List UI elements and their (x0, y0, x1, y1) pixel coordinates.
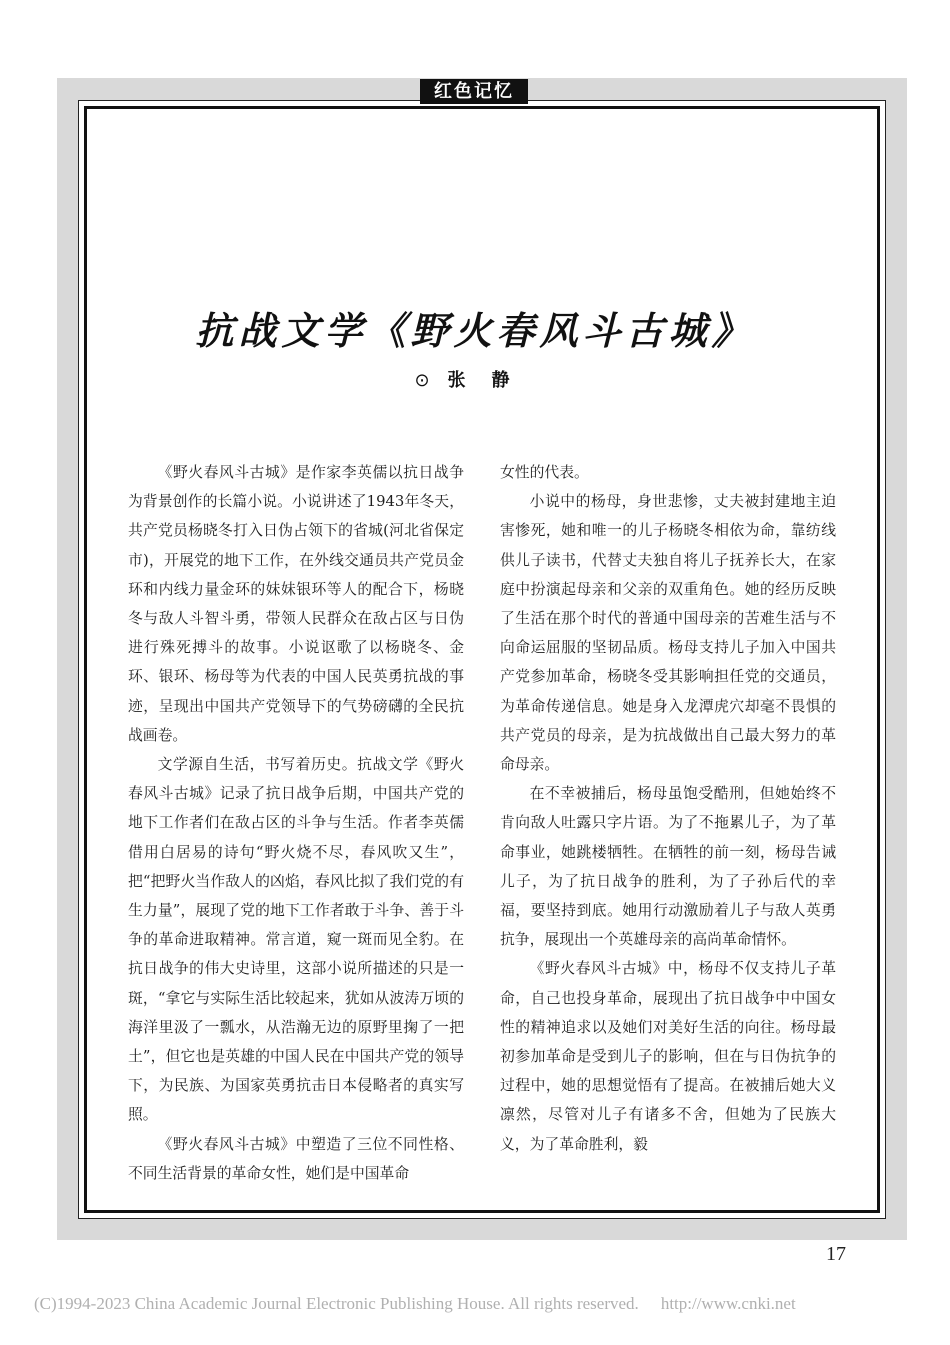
paragraph: 《野火春风斗古城》中，杨母不仅支持儿子革命，自己也投身革命，展现出了抗日战争中中国女性的精神追求以及她们对美好生活的向往。杨母最初参加革命是受到儿子的影响，但在与日伪抗争的过程中，她的思想觉悟有了提高。在被捕后她大义凛然，尽管对儿子有诸多不舍，但她为了民族大义，为了革命胜利，毅 (500, 960, 836, 1153)
copyright-text: (C)1994-2023 China Academic Journal Electronic Publishing House. All rights reserved. (34, 1294, 639, 1313)
page-number: 17 (826, 1243, 846, 1265)
paragraph: 在不幸被捕后，杨母虽饱受酷刑，但她始终不肯向敌人吐露只字片语。为了不拖累儿子，为了革命事业，她跳楼牺牲。在牺牲的前一刻，杨母告诫儿子，为了抗日战争的胜利，为了子孙后代的幸福，要坚持到底。她用行动激励着儿子与敌人英勇抗争，展现出一个英雄母亲的高尚革命情怀。 (500, 785, 836, 949)
paragraph: 《野火春风斗古城》是作家李英儒以抗日战争为背景创作的长篇小说。小说讲述了1943年冬天，共产党员杨晓冬打入日伪占领下的省城(河北省保定市)，开展党的地下工作，在外线交通员共产党员金环和内线力量金环的妹妹银环等人的配合下，杨晓冬与敌人斗智斗勇，带领人民群众在敌占区与日伪进行殊死搏斗的故事。小说讴歌了以杨晓冬、金环、银环、杨母等为代表的中国人民英勇抗战的事迹，呈现出中国共产党领导下的气势磅礴的全民抗战画卷。 (128, 464, 464, 744)
paragraph: 小说中的杨母，身世悲惨，丈夫被封建地主迫害惨死，她和唯一的儿子杨晓冬相依为命，靠纺线供儿子读书，代替丈夫独自将儿子抚养长大，在家庭中扮演起母亲和父亲的双重角色。她的经历反映了生活在那个时代的普通中国母亲的苦难生活与不向命运屈服的坚韧品质。杨母支持儿子加入中国共产党参加革命，杨晓冬受其影响担任党的交通员，为革命传递信息。她是身入龙潭虎穴却毫不畏惧的共产党员的母亲，是为抗战做出自己最大努力的革命母亲。 (500, 493, 836, 774)
article-title: 抗战文学《野火春风斗古城》 (195, 308, 755, 353)
paragraph: 《野火春风斗古城》中塑造了三位不同性格、不同生活背景的革命女性，她们是中国革命 (128, 1135, 464, 1182)
byline-mark-icon: ⊙ (414, 370, 430, 391)
paragraph: 文学源自生活，书写着历史。抗战文学《野火春风斗古城》记录了抗日战争后期，中国共产党的地下工作者们在敌占区的斗争与生活。作者李英儒借用白居易的诗句“野火烧不尽，春风吹又生”，把“把野火当作敌人的凶焰，春风比拟了我们党的有生力量”，展现了党的地下工作者敢于斗争、善于斗争的革命进取精神。常言道，窥一斑而见全豹。在抗日战争的伟大史诗里，这部小说所描述的只是一斑，“拿它与实际生活比较起来，犹如从波涛万顷的海洋里汲了一瓢水，从浩瀚无边的原野里掬了一把土”，但它也是英雄的中国人民在中国共产党的领导下，为民族、为国家英勇抗击日本侵略者的真实写照。 (128, 756, 464, 1124)
byline (0, 366, 950, 392)
footer-link[interactable]: http://www.cnki.net (660, 1294, 796, 1313)
copyright-footer (34, 1294, 796, 1314)
author-name: 张静 (447, 370, 536, 391)
left-column (128, 458, 464, 1188)
right-column (500, 458, 836, 1159)
paragraph-continuation: 女性的代表。 (500, 464, 589, 481)
section-tag: 红色记忆 (420, 79, 528, 104)
